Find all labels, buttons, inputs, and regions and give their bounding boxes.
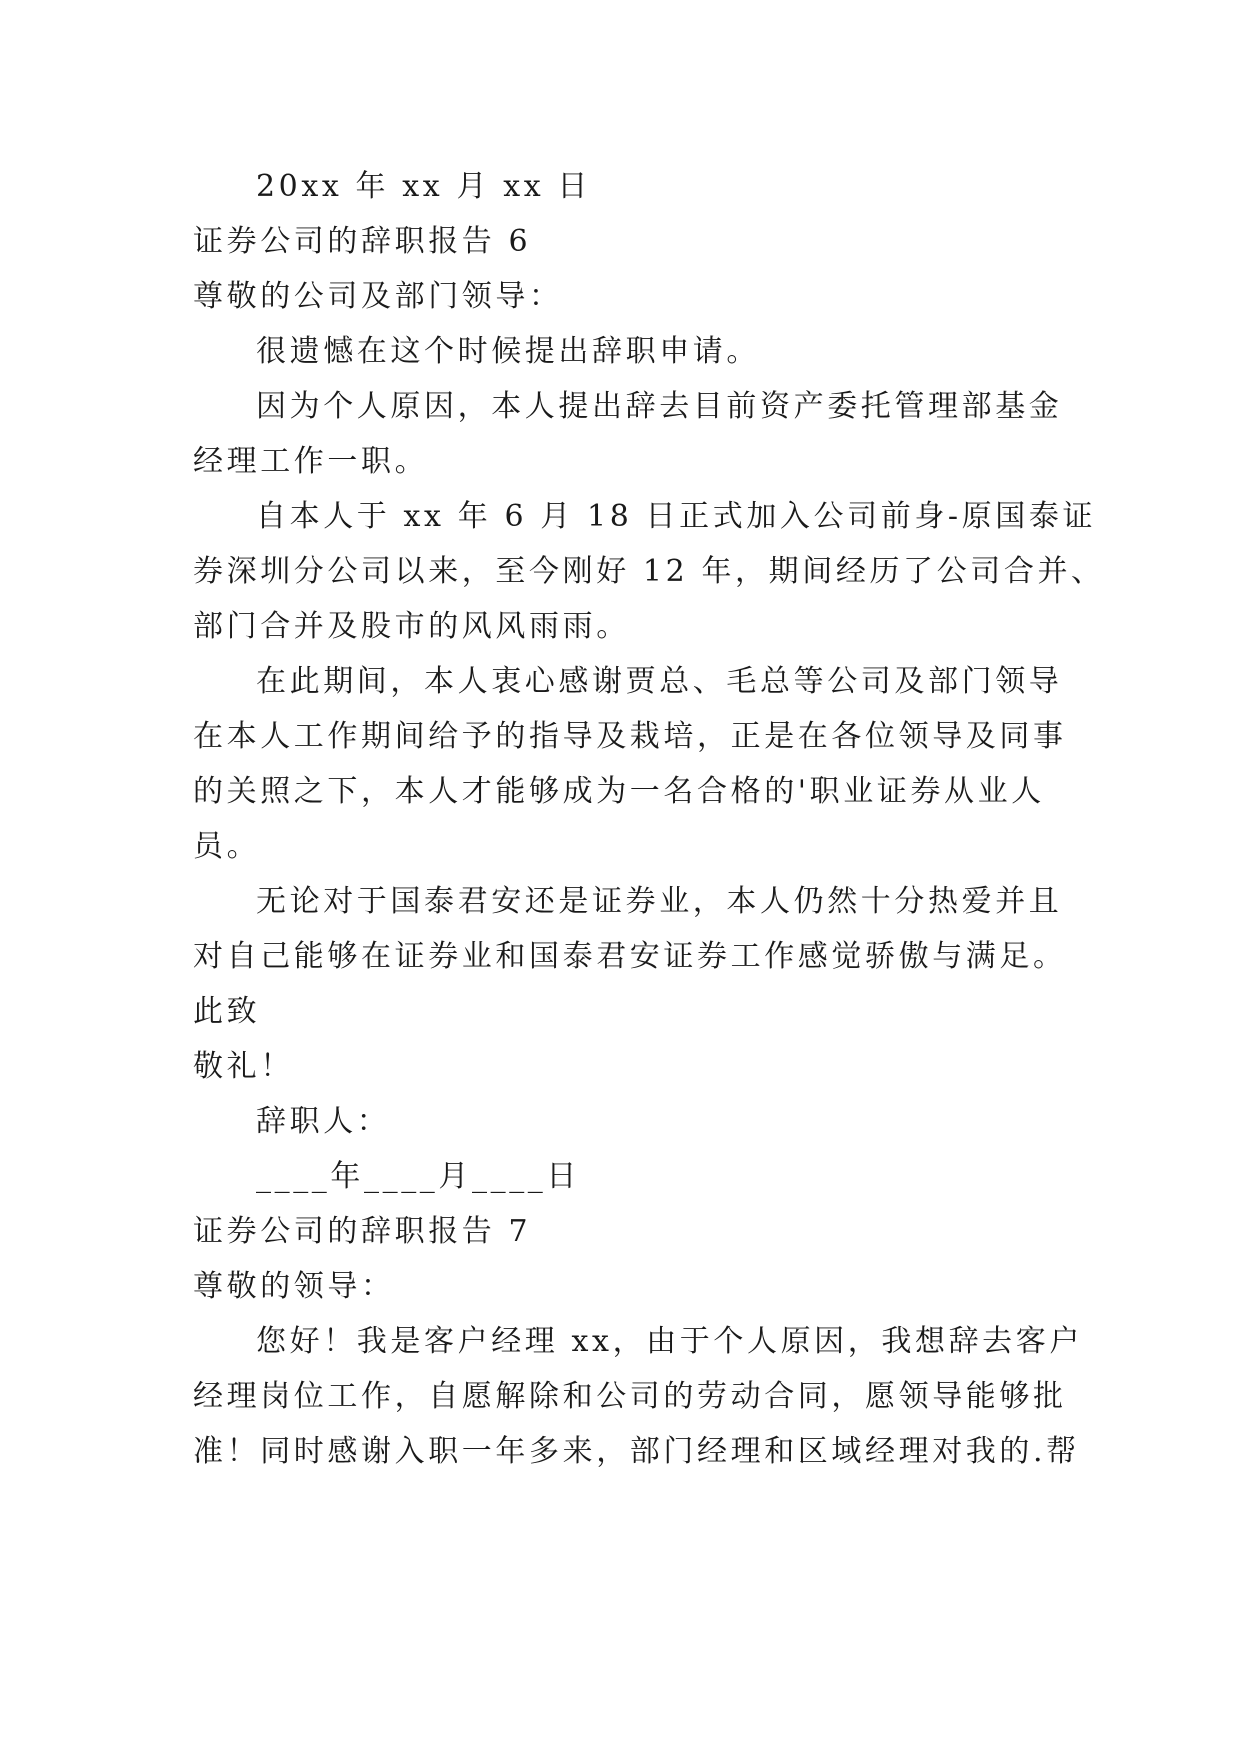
paragraph-line: 券深圳分公司以来，至今刚好 12 年，期间经历了公司合并、 — [193, 554, 1105, 589]
paragraph-line: 您好！我是客户经理 xx，由于个人原因，我想辞去客户 — [256, 1324, 1083, 1359]
closing-line: 此致 — [193, 994, 261, 1029]
paragraph-line: 对自己能够在证券业和国泰君安证券工作感觉骄傲与满足。 — [193, 939, 1067, 974]
signature-line: 辞职人： — [256, 1104, 391, 1139]
date-line: 20xx 年 xx 月 xx 日 — [256, 169, 591, 204]
paragraph-line: 在本人工作期间给予的指导及栽培，正是在各位领导及同事 — [193, 719, 1067, 754]
paragraph-line: 自本人于 xx 年 6 月 18 日正式加入公司前身-原国泰证 — [256, 499, 1097, 534]
paragraph-line: 经理工作一职。 — [193, 444, 429, 479]
closing-line: 敬礼！ — [193, 1049, 294, 1084]
salutation: 尊敬的公司及部门领导： — [193, 279, 563, 314]
paragraph-line: 的关照之下，本人才能够成为一名合格的'职业证券从业人 — [193, 774, 1045, 809]
salutation: 尊敬的领导： — [193, 1269, 395, 1304]
date-blank-line: ____年____月____日 — [256, 1159, 580, 1194]
paragraph-line: 因为个人原因，本人提出辞去目前资产委托管理部基金 — [256, 389, 1063, 424]
paragraph-line: 部门合并及股市的风风雨雨。 — [193, 609, 630, 644]
paragraph-line: 员。 — [193, 829, 261, 864]
section-title-6: 证券公司的辞职报告 6 — [193, 224, 532, 259]
paragraph-line: 准！同时感谢入职一年多来，部门经理和区域经理对我的.帮 — [193, 1434, 1080, 1469]
section-title-7: 证券公司的辞职报告 7 — [193, 1214, 532, 1249]
paragraph-line: 无论对于国泰君安还是证券业，本人仍然十分热爱并且 — [256, 884, 1063, 919]
paragraph-line: 很遗憾在这个时候提出辞职申请。 — [256, 334, 760, 369]
paragraph-line: 经理岗位工作，自愿解除和公司的劳动合同，愿领导能够批 — [193, 1379, 1067, 1414]
paragraph-line: 在此期间，本人衷心感谢贾总、毛总等公司及部门领导 — [256, 664, 1063, 699]
